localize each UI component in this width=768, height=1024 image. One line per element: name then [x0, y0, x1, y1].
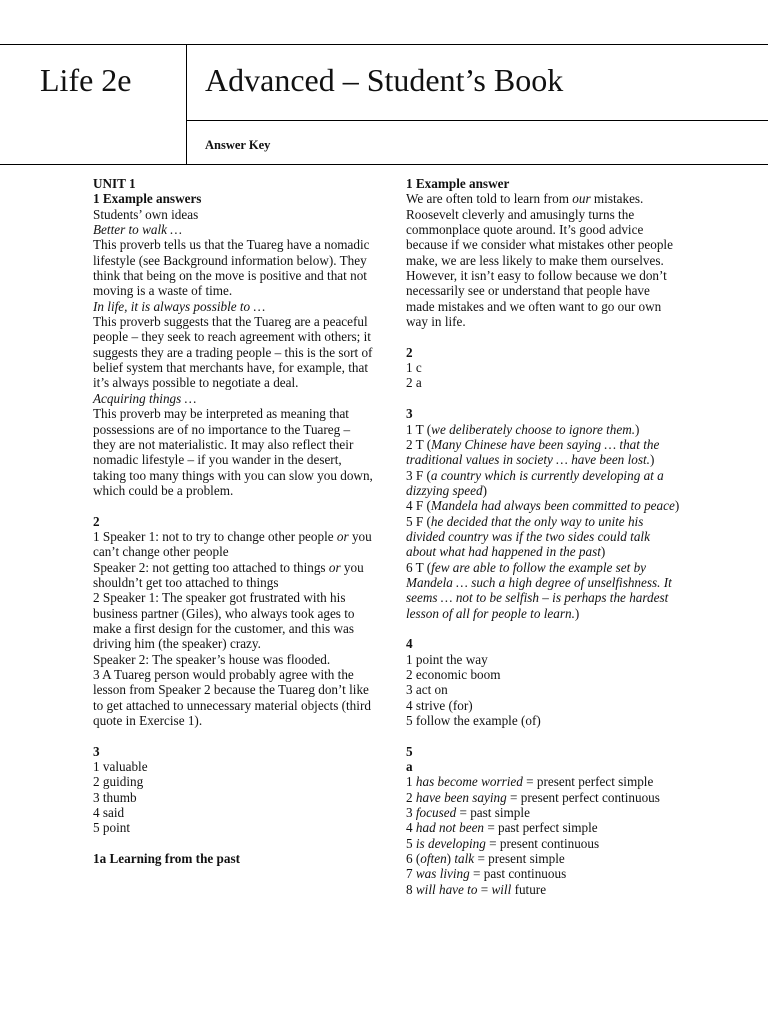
list-item: 5 is developing = present continuous	[406, 835, 600, 851]
list-item: 4 said	[93, 805, 125, 821]
proverb-2-text: This proverb suggests that the Tuareg are a peaceful people – they seek to reach agreement with others; it suggests they are a trading people – this is the sort of belief system that merchants have, for example, that it’s always possible to negotiate a deal.	[93, 314, 373, 391]
unit-heading: UNIT 1	[93, 176, 136, 191]
section-heading: 1a Learning from the past	[93, 851, 241, 867]
exercise-2-answer-1: 1 Speaker 1: not to try to change other people or you can’t change other people	[93, 528, 372, 560]
exercise-2-answer-3: 3 A Tuareg person would probably agree with the lesson from Speaker 2 because the Tuareg don’t like to get attached to unnecessary material objects (third quote in Exercise 1).	[93, 667, 371, 729]
list-item: 3 focused = past simple	[406, 805, 530, 821]
list-item: 5 follow the example (of)	[406, 713, 541, 729]
header-divider	[186, 45, 187, 164]
proverb-1-title: Better to walk …	[93, 222, 183, 238]
list-item: 5 F (he decided that the only way to unite his divided country was if the two sides could talk about what had happened in the past)	[406, 513, 650, 560]
proverb-2-title: In life, it is always possible to …	[93, 298, 266, 314]
header	[0, 44, 768, 165]
exercise-3-heading: 3	[93, 743, 100, 759]
right-exercise-1-heading: 1 Example answer	[406, 176, 510, 191]
list-item: 3 act on	[406, 682, 448, 698]
right-exercise-1-text: We are often told to learn from our mistakes. Roosevelt cleverly and amusingly turns the commonplace quote around. It’s good advice because if we consider what mistakes other people make, we are less likely to make them ourselves. However, it isn’t easy to follow because we don’t necessarily see or understand that people have made mistakes and we often want to go our own way in life.	[406, 191, 673, 330]
list-item: 5 point	[93, 820, 130, 836]
exercise-1-heading: 1 Example answers	[93, 191, 202, 207]
list-item: 1 valuable	[93, 759, 148, 775]
list-item: 2 T (Many Chinese have been saying … that the traditional values in society … have been lost.)	[406, 436, 660, 468]
brand-title: Life 2e	[40, 62, 132, 98]
list-item: 6 T (few are able to follow the example set by Mandela … such a high degree of unselfishness. It seems … not to be selfish – is perhaps the hardest lesson of all for people to learn.)	[406, 559, 672, 621]
list-item: 4 F (Mandela had always been committed to peace)	[406, 498, 680, 514]
exercise-1-line: Students’ own ideas	[93, 206, 199, 222]
list-item: 1 c	[406, 360, 422, 376]
list-item: 1 has become worried = present perfect simple	[406, 774, 654, 790]
list-item: 1 point the way	[406, 651, 488, 667]
exercise-2-answer-2b: Speaker 2: The speaker’s house was flooded.	[93, 651, 331, 667]
exercise-2-answer-1b: Speaker 2: not getting too attached to things or you shouldn’t get too attached to things	[93, 559, 364, 590]
list-item: 4 had not been = past perfect simple	[406, 820, 598, 836]
list-item: 3 thumb	[93, 789, 137, 805]
list-item: 4 strive (for)	[406, 697, 473, 713]
right-exercise-5-subheading: a	[406, 759, 413, 775]
proverb-3-text: This proverb may be interpreted as meaning that possessions are of no importance to the Tuareg – they are not materialistic. It may also reflect their nomadic lifestyle – if you wander in the desert, taking too many things with you can slow you down, which could be a problem.	[93, 406, 373, 498]
list-item: 2 have been saying = present perfect continuous	[406, 789, 660, 805]
list-item: 8 will have to = will future	[406, 881, 547, 897]
right-exercise-5-heading: 5	[406, 743, 413, 759]
exercise-2-answer-2: 2 Speaker 1: The speaker got frustrated with his business partner (Giles), who always took ages to make a first design for the customer, and this was driving him (the speaker) crazy.	[93, 590, 355, 652]
answer-key-label: Answer Key	[205, 138, 271, 152]
list-item: 3 F (a country which is currently developing at a dizzying speed)	[406, 467, 664, 498]
book-title: Advanced – Student’s Book	[205, 62, 564, 98]
list-item: 2 guiding	[93, 774, 144, 790]
exercise-2-heading: 2	[93, 513, 100, 529]
proverb-1-text: This proverb tells us that the Tuareg have a nomadic lifestyle (see Background information below). They think that being on the move is positive and that not moving is a waste of time.	[93, 237, 370, 299]
list-item: 2 a	[406, 375, 422, 391]
list-item: 1 T (we deliberately choose to ignore them.)	[406, 421, 640, 437]
right-exercise-2-heading: 2	[406, 344, 413, 360]
left-column	[93, 176, 373, 866]
list-item: 2 economic boom	[406, 667, 501, 682]
list-item: 7 was living = past continuous	[406, 866, 567, 882]
list-item: 6 (often) talk = present simple	[406, 851, 565, 867]
right-exercise-4-heading: 4	[406, 636, 413, 652]
proverb-3-title: Acquiring things …	[93, 390, 197, 406]
right-exercise-3-heading: 3	[406, 406, 413, 422]
right-column	[406, 176, 681, 897]
header-rule	[186, 120, 768, 121]
